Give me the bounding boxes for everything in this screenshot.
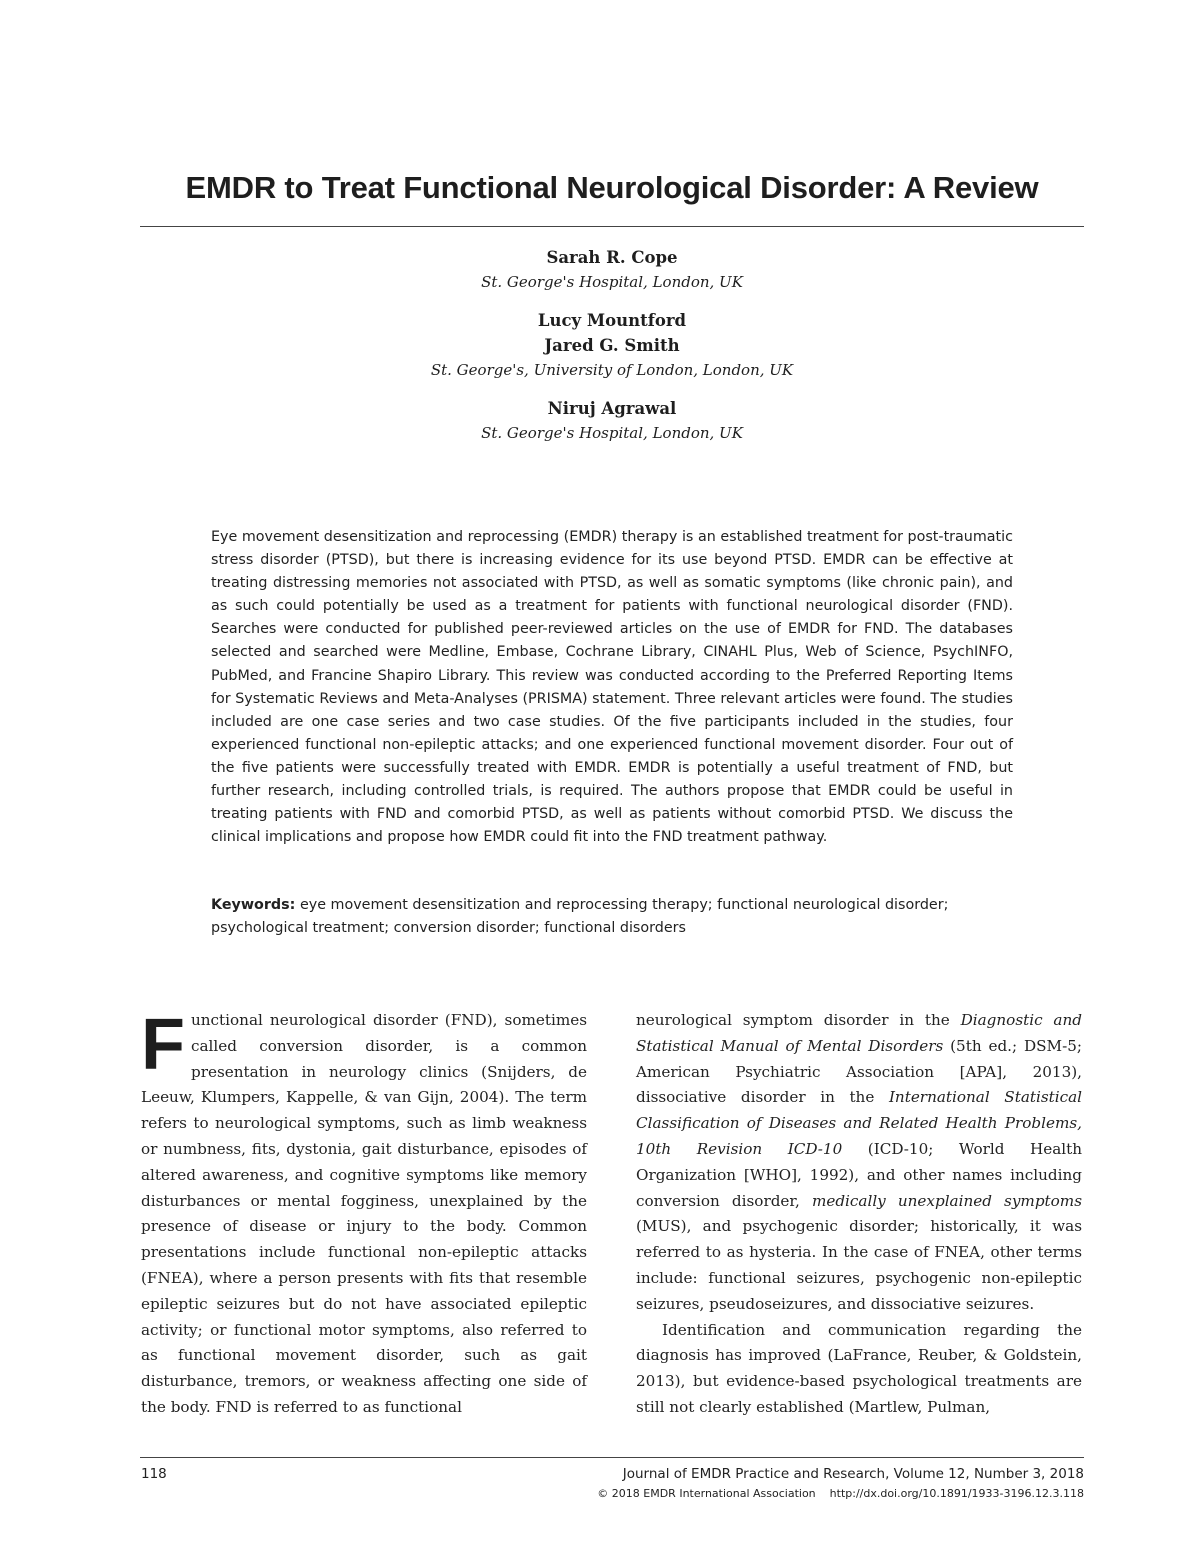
text-run: (ICD-10; World Health Organization [WHO], 1992), and other names including conversion disorder, <box>636 1139 1083 1210</box>
author-name: Niruj Agrawal <box>547 399 677 418</box>
italic-text: medically unexplained symptoms <box>811 1191 1082 1210</box>
copyright-line <box>597 1487 1084 1500</box>
doi-link[interactable]: http://dx.doi.org/10.1891/1933-3196.12.3.118 <box>829 1487 1084 1500</box>
author-affiliation: St. George's Hospital, London, UK <box>481 273 743 291</box>
text-run: (MUS), and psychogenic disorder; historically, it was referred to as hysteria. In the case of FNEA, other terms include: functional seizures, psychogenic non-epileptic seizures, pseudoseizures, and dissociative seizures. <box>636 1217 1082 1313</box>
keywords <box>211 894 1013 940</box>
footer-divider <box>140 1457 1084 1458</box>
journal-citation: Journal of EMDR Practice and Research, Volume 12, Number 3, 2018 <box>622 1466 1084 1482</box>
body-paragraph <box>636 1318 1082 1421</box>
text-run: neurological symptom disorder in the <box>636 1011 961 1029</box>
body-column-left <box>141 1005 587 1421</box>
title-divider <box>140 226 1084 227</box>
author-group <box>140 308 1084 383</box>
abstract: Eye movement desensitization and reprocessing (EMDR) therapy is an established treatment for post-traumatic stress disorder (PTSD), but there is increasing evidence for its use beyond PTSD. EMDR can be effective at treating distressing memories not associated with PTSD, as well as somatic symptoms (like chronic pain), and as such could potentially be used as a treatment for patients with functional neurological disorder (FND). Searches were conducted for published peer-reviewed articles on the use of EMDR for FND. The databases selected and searched were Medline, Embase, Cochrane Library, CINAHL Plus, Web of Science, PsychINFO, PubMed, and Francine Shapiro Library. This review was conducted according to the Preferred Reporting Items for Systematic Reviews and Meta-Analyses (PRISMA) statement. Three relevant articles were found. The studies included are one case series and two case studies. Of the five participants included in the studies, four experienced functional non-epileptic attacks; and one experienced functional movement disorder. Four out of the five patients were successfully treated with EMDR. EMDR is potentially a useful treatment of FND, but further research, including controlled trials, is required. The authors propose that EMDR could be useful in treating patients with FND and comorbid PTSD, as well as patients without comorbid PTSD. We discuss the clinical implications and propose how EMDR could fit into the FND treatment pathway. <box>211 529 1013 846</box>
body-column-right <box>636 1008 1082 1421</box>
author-name: Lucy Mountford <box>537 311 687 330</box>
italic-text: Diagnostic and Statistical Manual of Mental Disorders <box>636 1011 1082 1055</box>
copyright: © 2018 EMDR International Association <box>597 1487 816 1500</box>
text-run: (5th ed.; DSM-5; American Psychiatric Association [APA], 2013), dissociative disorder in the <box>636 1036 1083 1107</box>
author-affiliation: St. George's, University of London, London, UK <box>430 361 794 379</box>
drop-cap: F <box>141 1005 185 1085</box>
body-paragraph <box>636 1008 1082 1318</box>
text-run: Identification and communication regarding the diagnosis has improved (LaFrance, Reuber, & Goldstein, 2013), but evidence-based psychological treatments are still not clearly established (Martlew, Pulman, <box>636 1320 1082 1416</box>
author-name: Jared G. Smith <box>544 336 680 355</box>
author-name: Sarah R. Cope <box>546 248 678 267</box>
body-paragraph <box>141 1005 587 1421</box>
italic-text: International Statistical Classification of Diseases and Related Health Problems, 10th Revision ICD-10 <box>636 1088 1083 1158</box>
article-title: EMDR to Treat Functional Neurological Disorder: A Review <box>185 170 1039 205</box>
text-run: unctional neurological disorder (FND), sometimes called conversion disorder, is a common presentation in neurology clinics (Snijders, de Leeuw, Klumpers, Kappelle, & van Gijn, 2004). The term refers to neurological symptoms, such as limb weakness or numbness, fits, dystonia, gait disturbance, episodes of altered awareness, and cognitive symptoms like memory disturbances or mental fogginess, unexplained by the presence of disease or injury to the body. Common presentations include functional non-epileptic attacks (FNEA), where a person presents with fits that resemble epileptic seizures but do not have associated epileptic activity; or functional motor symptoms, also referred to as functional movement disorder, such as gait disturbance, tremors, or weakness affecting one side of the body. FND is referred to as functional <box>141 1011 587 1416</box>
author-affiliation: St. George's Hospital, London, UK <box>481 424 743 442</box>
author-group <box>140 396 1084 446</box>
keywords-text: eye movement desensitization and reprocessing therapy; functional neurological disorder; psychological treatment; conversion disorder; functional disorders <box>211 897 949 937</box>
page-number: 118 <box>141 1466 167 1482</box>
paragraph-text <box>141 1005 587 1416</box>
author-group <box>140 245 1084 295</box>
author-block <box>140 245 1084 459</box>
keywords-label: Keywords: <box>211 897 296 913</box>
